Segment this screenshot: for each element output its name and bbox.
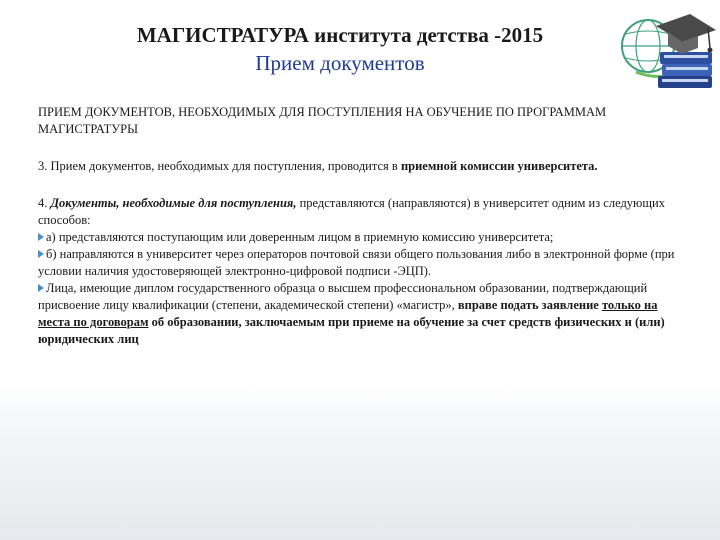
bullet-b-text: б) направляются в университет через операторов почтовой связи общего пользования либо в электронной форме (при условии наличия удостоверяющей электронно-цифровой подписи -ЭЦП). bbox=[38, 247, 675, 278]
bullet-arrow-icon bbox=[38, 233, 44, 241]
paragraph-4-prefix: 4. bbox=[38, 196, 51, 210]
paragraph-3 bbox=[38, 158, 678, 175]
paragraph-3-bold: приемной комиссии университета. bbox=[400, 159, 598, 173]
paragraph-4-bold-italic: Документы, необходимые для поступления, bbox=[50, 196, 297, 210]
paragraph-3-text: 3. Прием документов, необходимых для поступления, проводится в bbox=[38, 159, 401, 173]
paragraph-4 bbox=[38, 195, 678, 229]
page-title: МАГИСТРАТУРА института детства -2015 bbox=[136, 23, 544, 47]
background-gradient bbox=[0, 380, 720, 540]
bullet-arrow-icon bbox=[38, 250, 44, 258]
bullet-a bbox=[38, 229, 678, 246]
bullet-c-text: Лица, имеющие диплом государственного образца о высшем профессиональном образовании, подтверждающий присвоение лицу квалификации (степени, академической степени) «магистр», bbox=[38, 281, 648, 312]
bullet-b bbox=[38, 246, 678, 280]
section-heading: ПРИЕМ ДОКУМЕНТОВ, НЕОБХОДИМЫХ ДЛЯ ПОСТУПЛЕНИЯ НА ОБУЧЕНИЕ ПО ПРОГРАММАМ МАГИСТРАТУРЫ bbox=[38, 105, 607, 136]
bullet-c-bold2: об образовании, заключаемым при приеме на обучение за счет средств физических и (или) юридических лиц bbox=[38, 315, 665, 346]
bullet-c-bold1: вправе подать заявление bbox=[457, 298, 602, 312]
bullet-a-text: а) представляются поступающим или доверенным лицом в приемную комиссию университета; bbox=[46, 230, 554, 244]
page-subtitle: Прием документов bbox=[255, 51, 425, 75]
content-body bbox=[38, 104, 678, 348]
bullet-arrow-icon bbox=[38, 284, 44, 292]
bullet-c bbox=[38, 280, 678, 348]
graduation-books-globe-icon bbox=[616, 4, 720, 108]
bullet-c-bold-underline: только на места по договорам bbox=[38, 298, 658, 329]
paragraph-4-text: представляются (направляются) в университет одним из следующих способов: bbox=[38, 196, 665, 227]
